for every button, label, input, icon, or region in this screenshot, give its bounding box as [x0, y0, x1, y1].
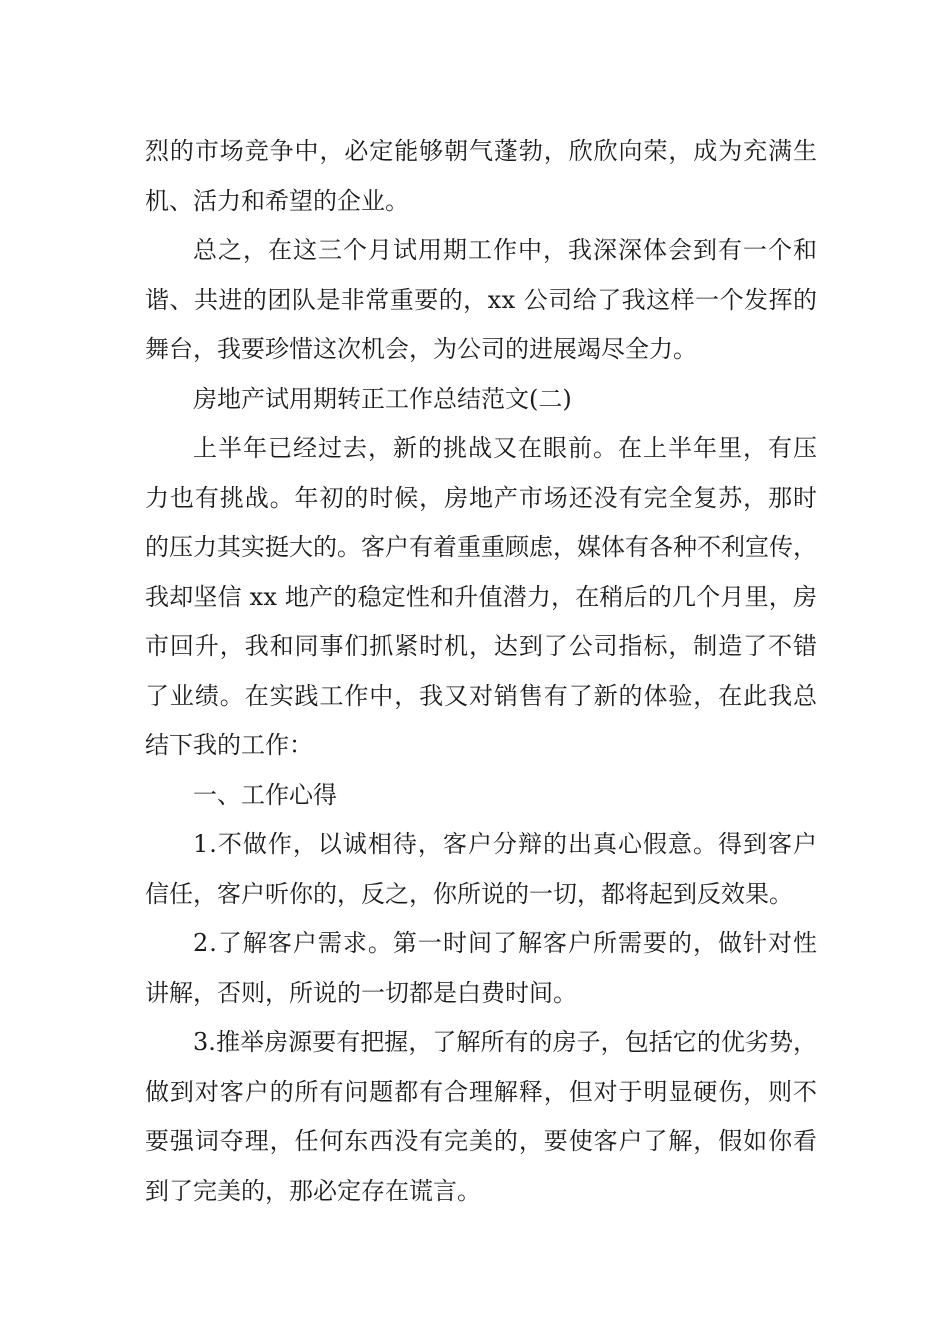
text-line-11: 市回升，我和同事们抓紧时机，达到了公司指标，制造了不错 — [145, 632, 818, 660]
text-line-2: 机、活力和希望的企业。 — [145, 186, 409, 215]
text-line-7: 上半年已经过去，新的挑战又在眼前。在上半年里，有压 — [193, 434, 818, 462]
text-line-13: 结下我的工作： — [145, 731, 313, 759]
list-item-3-line-1: 3.推举房源要有把握，了解所有的房子，包括它的优劣势， — [193, 1028, 818, 1056]
text-line-4: 谐、共进的团队是非常重要的，xx 公司给了我这样一个发挥的 — [145, 285, 818, 314]
text-line-12: 了业绩。在实践工作中，我又对销售有了新的体验，在此我总 — [145, 681, 818, 710]
text-line-10: 我却坚信 xx 地产的稳定性和升值潜力，在稍后的几个月里，房 — [145, 582, 818, 611]
text-line-5: 舞台，我要珍惜这次机会，为公司的进展竭尽全力。 — [145, 335, 697, 363]
text-line-9: 的压力其实挺大的。客户有着重重顾虑，媒体有各种不利宣传， — [145, 533, 817, 561]
list-item-3-line-2: 做到对客户的所有问题都有合理解释，但对于明显硬伤，则不 — [145, 1077, 818, 1106]
text-line-1: 烈的市场竞争中，必定能够朝气蓬勃，欣欣向荣，成为充满生 — [145, 137, 818, 165]
text-line-8: 力也有挑战。年初的时候，房地产市场还没有完全复苏，那时 — [145, 483, 818, 512]
list-item-1-line-1: 1.不做作，以诚相待，客户分辩的出真心假意。得到客户 — [193, 830, 818, 858]
text-line-3: 总之，在这三个月试用期工作中，我深深体会到有一个和 — [193, 236, 818, 264]
subheading-work-experience: 一、工作心得 — [193, 780, 337, 809]
document-body — [145, 127, 817, 1216]
section-heading: 房地产试用期转正工作总结范文(二) — [193, 384, 572, 413]
list-item-1-line-2: 信任，客户听你的，反之，你所说的一切，都将起到反效果。 — [145, 879, 793, 908]
list-item-3-line-3: 要强词夺理，任何东西没有完美的，要使客户了解，假如你看 — [145, 1127, 818, 1155]
list-item-2-line-2: 讲解，否则，所说的一切都是白费时间。 — [145, 978, 577, 1007]
list-item-3-line-4: 到了完美的，那必定存在谎言。 — [145, 1176, 481, 1205]
list-item-2-line-1: 2.了解客户需求。第一时间了解客户所需要的，做针对性 — [193, 929, 818, 957]
